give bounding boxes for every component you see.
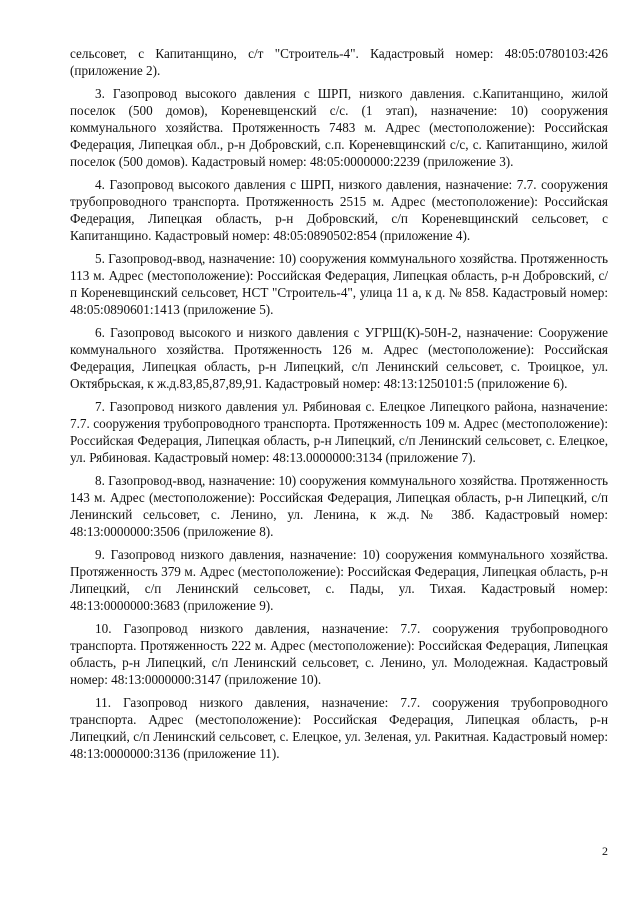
paragraph-item-6: 6. Газопровод высокого и низкого давления с УГРШ(К)-50Н-2, назначение: Сооружение коммунального хозяйства. Протяженность 126 м. Адрес (местоположение): Российская Федерация, Липецкая область, р-н Липецкий, с/п Ленинский сельсовет, с. Троицкое, ул. Октябрьская, к ж.д.83,85,87,89,91. Кадастровый номер: 48:13:1250101:5 (приложение 6). — [70, 325, 608, 391]
paragraph-item-8: 8. Газопровод-ввод, назначение: 10) сооружения коммунального хозяйства. Протяженность 143 м. Адрес (местоположение): Российская Федерация, Липецкая область, р-н Липецкий, с/п Ленинский сельсовет, с. Ленино, ул. Ленина, к ж.д. № 38б. Кадастровый номер: 48:13:0000000:3506 (приложение 8). — [70, 473, 608, 539]
paragraph-item-3: 3. Газопровод высокого давления с ШРП, низкого давления. с.Капитанщино, жилой поселок (500 домов), Кореневщенский с/с. (1 этап), назначение: 10) сооружения коммунального хозяйства. Протяженность 7483 м. Адрес (местоположение): Российская Федерация, Липецкая обл., р-н Добровский, с.п. Кореневщинский с/с, с. Капитанщино, жилой поселок (500 домов). Кадастровый номер: 48:05:0000000:2239 (приложение 3). — [70, 86, 608, 169]
paragraph-item-10: 10. Газопровод низкого давления, назначение: 7.7. сооружения трубопроводного транспорта. Протяженность 222 м. Адрес (местоположение): Российская Федерация, Липецкая область, р-н Липецкий, с/п Ленинский сельсовет, с. Ленино, ул. Молодежная. Кадастровый номер: 48:13:0000000:3147 (приложение 10). — [70, 621, 608, 687]
paragraph-item-11: 11. Газопровод низкого давления, назначение: 7.7. сооружения трубопроводного транспорта. Адрес (местоположение): Российская Федерация, Липецкая область, р-н Липецкий, с/п Ленинский сельсовет, с. Елецкое, ул. Зеленая, ул. Ракитная. Кадастровый номер: 48:13:0000000:3136 (приложение 11). — [70, 695, 608, 761]
paragraph-item-7: 7. Газопровод низкого давления ул. Рябиновая с. Елецкое Липецкого района, назначение: 7.7. сооружения трубопроводного транспорта. Протяженность 109 м. Адрес (местоположение): Российская Федерация, Липецкая область, р-н Липецкий, с/п Ленинский сельсовет, с. Елецкое, ул. Рябиновая. Кадастровый номер: 48:13.0000000:3134 (приложение 7). — [70, 399, 608, 465]
page-number: 2 — [602, 844, 608, 858]
paragraph-item-5: 5. Газопровод-ввод, назначение: 10) сооружения коммунального хозяйства. Протяженность 113 м. Адрес (местоположение): Российская Федерация, Липецкая область, р-н Добровский, с/п Кореневщинский сельсовет, НСТ "Строитель-4", улица 11 а, к д. № 858. Кадастровый номер: 48:05:0890601:1413 (приложение 5). — [70, 251, 608, 317]
paragraph-item-9: 9. Газопровод низкого давления, назначение: 10) сооружения коммунального хозяйства. Протяженность 379 м. Адрес (местоположение): Российская Федерация, Липецкая область, р-н Липецкий, с/п Ленинский сельсовет, с. Пады, ул. Тихая. Кадастровый номер: 48:13:0000000:3683 (приложение 9). — [70, 547, 608, 613]
paragraph-continuation: сельсовет, с Капитанщино, с/т "Строитель-4". Кадастровый номер: 48:05:0780103:426 (приложение 2). — [70, 46, 608, 78]
paragraph-item-4: 4. Газопровод высокого давления с ШРП, низкого давления, назначение: 7.7. сооружения трубопроводного транспорта. Протяженность 2515 м. Адрес (местоположение): Российская Федерация, Липецкая область, р-н Добровский, с/п Кореневщинский сельсовет, с Капитанщино. Кадастровый номер: 48:05:0890502:854 (приложение 4). — [70, 177, 608, 243]
